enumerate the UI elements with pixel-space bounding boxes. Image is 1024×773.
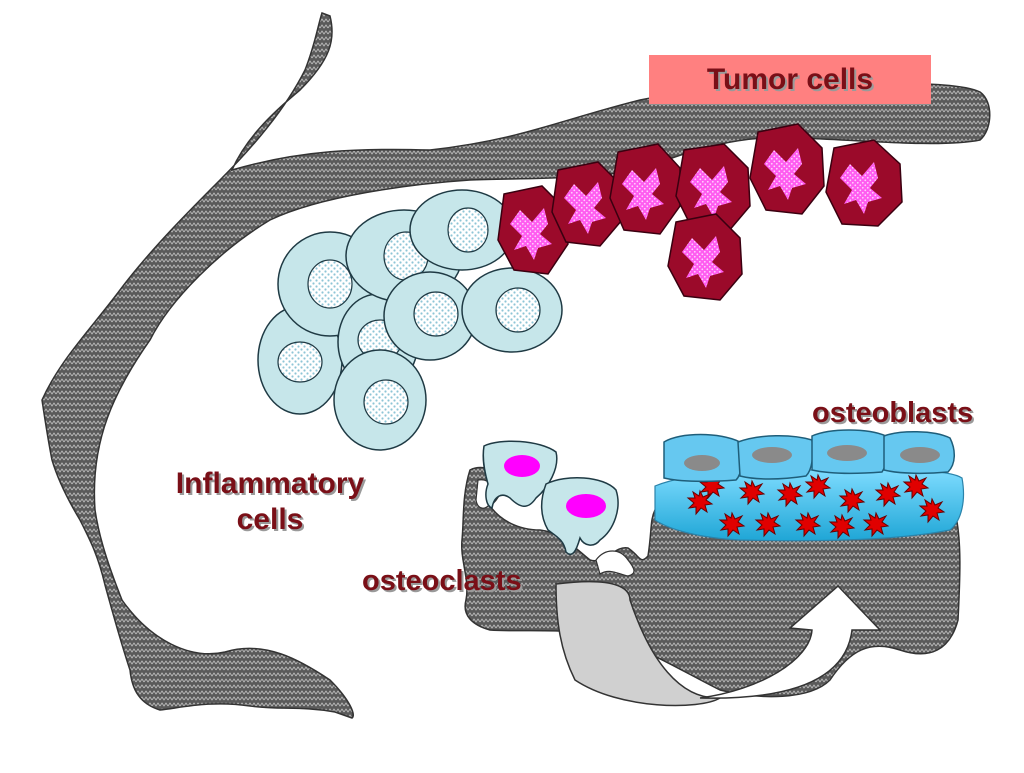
- osteoblast: [812, 430, 888, 473]
- tumor-cell: [826, 140, 902, 226]
- inflammatory-cell: [462, 268, 562, 352]
- tumor-cells-label: Tumor cells: [649, 55, 931, 104]
- tumor-cell: [552, 162, 622, 246]
- osteoblast: [664, 435, 742, 482]
- osteoclasts-label: osteoclasts: [362, 565, 522, 597]
- tumor-cell: [610, 144, 680, 234]
- osteoblast: [884, 432, 954, 474]
- inflammatory-cells-label-line2: cells: [236, 503, 304, 536]
- inflammatory-cells-label: [160, 466, 380, 538]
- inflammatory-cell: [334, 350, 426, 450]
- inflammatory-cells-label-line1: Inflammatory: [175, 467, 365, 500]
- osteoblast: [738, 436, 813, 479]
- osteoblasts-label: osteoblasts: [812, 397, 974, 429]
- inflammatory-cell: [410, 190, 514, 270]
